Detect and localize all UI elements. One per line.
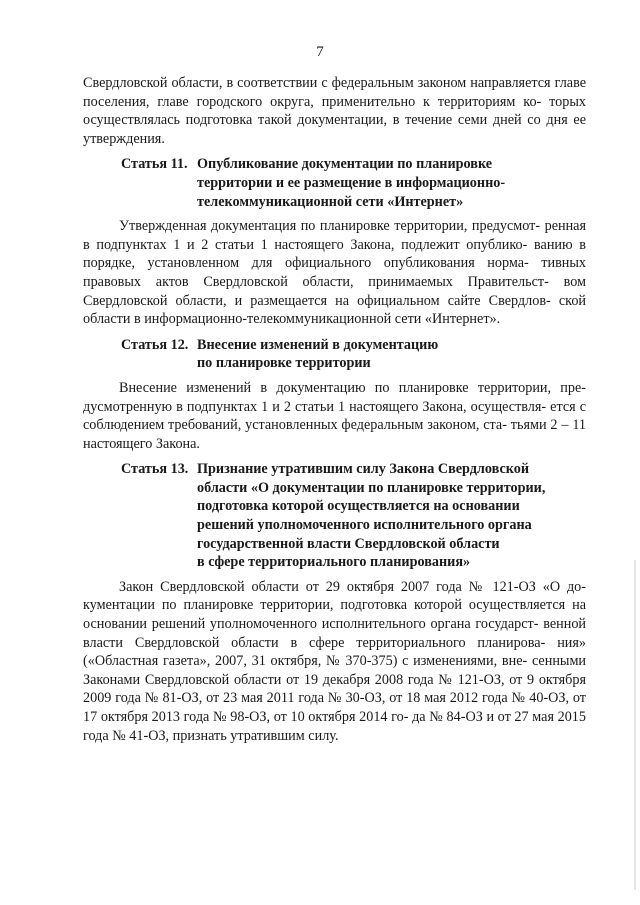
article-12-body: [83, 379, 586, 453]
text-line: Закон Свердловской области от 29 октября 2007 года № 121-ОЗ «О до-: [119, 578, 586, 595]
title-line: территории и ее размещение в информационно-: [197, 174, 506, 191]
article-13-heading: [83, 460, 586, 572]
article-title: [197, 336, 586, 373]
text-line: Утвержденная документация по планировке территории, предусмот-: [119, 218, 541, 235]
article-title: [197, 155, 586, 211]
title-line: решений уполномоченного исполнительного органа: [197, 517, 532, 534]
text-line: Свердловской области, в соответствии с федеральным законом направляется: [83, 75, 551, 91]
article-11-heading: [83, 155, 586, 211]
text-line: ванию в порядке, установленном для официального опубликования норма-: [83, 236, 586, 272]
text-line: на основании решений уполномоченного исполнительного органа государст-: [83, 597, 587, 633]
text-line: Внесение изменений в документацию по планировке территории, пре-: [119, 379, 586, 396]
article-label: Статья 12.: [121, 336, 189, 353]
article-11-body: [83, 217, 586, 329]
text-line: кументации по планировке территории, подготовка которой осуществляется: [83, 597, 566, 614]
text-line: ренная в подпунктах 1 и 2 статьи 1 настоящего Закона, подлежит опублико-: [83, 218, 586, 253]
text-line: да № 84-ОЗ и от 27 мая 2015 года № 41-ОЗ, признать утратившим силу.: [83, 709, 586, 744]
article-label: Статья 11.: [121, 156, 188, 173]
text-line: ния» («Областная газета», 2007, 31 октября, № 370-375) с изменениями, вне-: [83, 634, 586, 670]
title-line: по планировке территории: [197, 355, 371, 372]
title-line: Внесение изменений в документацию: [197, 336, 439, 353]
text-line: сенными Законами Свердловской области от 19 декабря 2008 года № 121-ОЗ,: [83, 653, 587, 688]
scan-edge-mark: [634, 560, 636, 890]
article-label: Статья 13.: [121, 461, 189, 478]
text-line: тивных правовых актов Свердловской области, принимаемых Правительст-: [83, 255, 586, 290]
intro-paragraph: [83, 74, 586, 148]
article-12-heading: [83, 336, 586, 373]
article-title: [197, 460, 586, 572]
text-line: дусмотренную в подпунктах 1 и 2 статьи 1 настоящего Закона, осуществля-: [83, 398, 547, 415]
title-line: телекоммуникационной сети «Интернет»: [197, 193, 464, 210]
text-line: от 9 октября 2009 года № 81-ОЗ, от 23 мая 2011 года № 30-ОЗ, от 18 мая: [83, 671, 587, 707]
text-line: ской области в информационно-телекоммуникационной сети «Интернет».: [83, 292, 587, 328]
title-line: области «О документации по планировке территории,: [197, 479, 546, 496]
article-13-body: [83, 578, 586, 745]
title-line: в сфере территориального планирования»: [197, 554, 471, 571]
title-line: подготовка которой осуществляется на основании: [197, 498, 520, 515]
text-line: со дня ее утверждения.: [83, 112, 587, 147]
text-line: венной власти Свердловской области в сфере территориального планирова-: [83, 616, 587, 651]
text-line: главе поселения, главе городского округа, применительно к территориям ко-: [83, 75, 586, 110]
page-number: 7: [316, 44, 324, 60]
document-body: [83, 74, 586, 745]
text-line: 2012 года № 40-ОЗ, от 17 октября 2013 года № 98-ОЗ, от 10 октября 2014 го-: [83, 690, 587, 725]
text-line: ется с соблюдением требований, установленных федеральным законом, ста-: [83, 398, 586, 434]
text-line: тьями 2 – 11 настоящего Закона.: [83, 417, 586, 452]
text-line: вом Свердловской области, и размещается на официальном сайте Свердлов-: [83, 273, 586, 309]
text-line: торых осуществлялась подготовка такой документации, в течение семи дней: [83, 93, 586, 129]
title-line: государственной власти Свердловской области: [197, 535, 500, 552]
title-line: Признание утратившим силу Закона Свердловской: [197, 461, 530, 478]
title-line: Опубликование документации по планировке: [197, 156, 493, 173]
